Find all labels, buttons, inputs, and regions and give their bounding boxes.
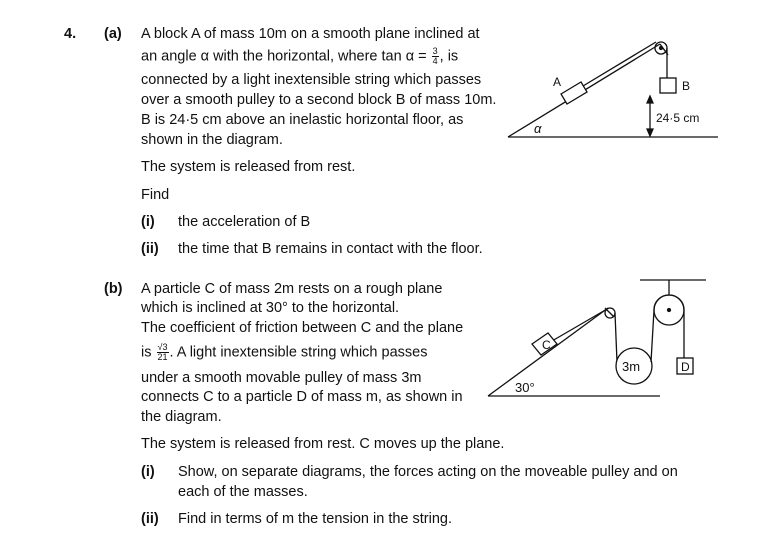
block-a bbox=[561, 82, 587, 104]
mu-numerator: √3 bbox=[157, 342, 168, 352]
label-block-b: B bbox=[682, 79, 691, 93]
part-b-line-1: A particle C of mass 2m rests on a rough plane bbox=[141, 281, 443, 297]
part-a-line-5: B is 24·5 cm above an inelastic horizontal floor, as bbox=[141, 112, 464, 128]
label-pulley-mass: 3m bbox=[622, 359, 641, 374]
part-b-label: (b) bbox=[104, 281, 123, 297]
part-b-item-1-text: Show, on separate diagrams, the forces acting on the moveable pulley and on bbox=[178, 464, 678, 480]
diagram-b bbox=[488, 280, 706, 396]
part-b-line-4-tail: . A light inextensible string which passes bbox=[169, 344, 428, 361]
part-b-item-2-text: Find in terms of m the tension in the string. bbox=[178, 511, 453, 527]
block-b bbox=[660, 78, 676, 93]
part-a-line-2-text: an angle α with the horizontal, where tan α = bbox=[141, 48, 427, 65]
part-b-line-6: connects C to a particle D of mass m, as shown in bbox=[141, 389, 463, 405]
label-block-a: A bbox=[553, 75, 562, 89]
part-b-line-3: The coefficient of friction between C and the plane bbox=[141, 320, 464, 336]
question-number: 4. bbox=[64, 26, 77, 42]
tan-numerator: 3 bbox=[432, 46, 438, 56]
part-a-item-2-text: the time that B remains in contact with the floor. bbox=[178, 241, 483, 257]
part-b-item-1-text-2: each of the masses. bbox=[178, 484, 308, 500]
part-b-item-1-label: (i) bbox=[141, 464, 155, 480]
string-down-left bbox=[615, 313, 617, 362]
label-particle-d: D bbox=[681, 360, 690, 374]
part-b-line-7: the diagram. bbox=[141, 409, 222, 425]
height-arrow-head-up bbox=[647, 96, 653, 103]
part-a-released: The system is released from rest. bbox=[141, 159, 356, 175]
part-a-line-4: over a smooth pulley to a second block B of mass 10m. bbox=[141, 92, 497, 108]
part-a-item-2-label: (ii) bbox=[141, 241, 159, 257]
part-a-item-1-label: (i) bbox=[141, 214, 155, 230]
part-a-line-1: A block A of mass 10m on a smooth plane inclined at bbox=[141, 26, 480, 42]
part-a-find: Find bbox=[141, 187, 170, 203]
label-angle-30: 30° bbox=[515, 380, 535, 395]
string-up-right bbox=[651, 310, 654, 362]
part-a-line-2-tail: , is bbox=[439, 48, 459, 65]
string-c-to-pulley bbox=[552, 309, 607, 341]
height-arrow-head-down bbox=[647, 129, 653, 136]
tan-denominator: 4 bbox=[432, 56, 438, 66]
part-a-item-1-text: the acceleration of B bbox=[178, 214, 311, 230]
part-a-line-6: shown in the diagram. bbox=[141, 132, 283, 148]
label-height: 24·5 cm bbox=[656, 111, 700, 125]
label-particle-c: C bbox=[542, 338, 551, 352]
part-b-line-2: which is inclined at 30° to the horizontal. bbox=[141, 300, 400, 316]
string-over-top-pulley bbox=[654, 295, 684, 310]
part-b-item-2-label: (ii) bbox=[141, 511, 159, 527]
part-b-line-5: under a smooth movable pulley of mass 3m bbox=[141, 370, 422, 386]
string-a-incline bbox=[583, 42, 656, 86]
part-a-line-3: connected by a light inextensible string which passes bbox=[141, 72, 482, 88]
top-pulley-axle bbox=[668, 309, 671, 312]
pulley-a-axle bbox=[660, 47, 663, 50]
inclined-plane-b bbox=[488, 308, 608, 396]
label-angle-alpha: α bbox=[534, 121, 542, 136]
part-b-released: The system is released from rest. C moves up the plane. bbox=[141, 436, 505, 452]
part-b-line-4-text: is bbox=[141, 344, 152, 361]
part-a-label: (a) bbox=[104, 26, 122, 42]
mu-denominator: 21 bbox=[157, 352, 168, 362]
